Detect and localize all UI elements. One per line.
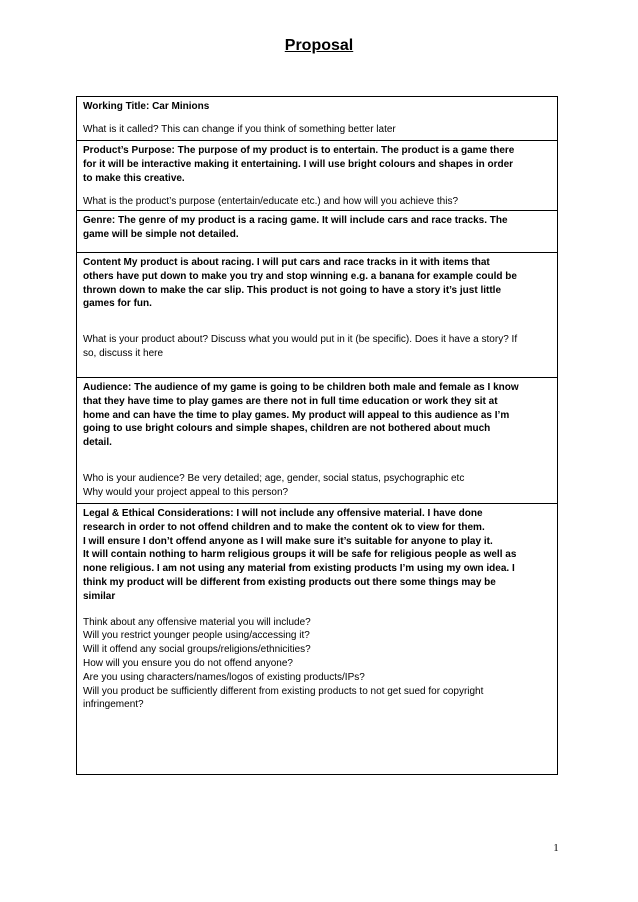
- legal-ethical-answer: Legal & Ethical Considerations: I will not include any offensive material. I have done research in order to not offend children and to make the content ok to view for them. I will ensure I don’t offend anyone as I will make sure it’s suitable for anyone to play it. It will contain nothing to harm religious groups it will be safe for religious people as well as none religious. I am not using any material from existing products I’m using my own idea. I think my product will be different from existing products out there some things may be similar: [83, 508, 517, 602]
- legal-ethical-section: [77, 503, 557, 774]
- purpose-prompt: What is the product’s purpose (entertain/educate etc.) and how will you achieve this?: [83, 196, 459, 208]
- genre-section: [77, 210, 557, 252]
- audience-section: [77, 377, 557, 503]
- audience-answer: Audience: The audience of my game is going to be children both male and female as I know that they have time to play games are there not in full time education or work they sit at home and can have the time to play games. My product will appeal to this audience as I’m going to use bright colours and simple shapes, children are not bothered about much detail.: [83, 382, 519, 449]
- legal-ethical-prompt: Think about any offensive material you will include? Will you restrict younger people using/accessing it? Will it offend any social groups/religions/ethnicities? How will you ensure you do not offend anyone? Are you using characters/names/logos of existing products/IPs? Will you product be sufficiently different from existing products to not get sued for copyright infringement?: [83, 616, 484, 711]
- working-title-section: [77, 97, 557, 140]
- working-title-prompt: What is it called? This can change if you think of something better later: [83, 123, 396, 135]
- genre-answer: Genre: The genre of my product is a racing game. It will include cars and race tracks. The game will be simple not detailed.: [83, 215, 508, 240]
- page-title: Proposal: [284, 37, 354, 54]
- content-prompt: What is your product about? Discuss what you would put in it (be specific). Does it have a story? If so, discuss it here: [83, 334, 518, 359]
- content-section: [77, 252, 557, 377]
- working-title-answer: Working Title: Car Minions: [83, 101, 210, 112]
- content-answer: Content My product is about racing. I will put cars and race tracks in it with items that others have put down to make you try and stop winning e.g. a banana for example could be thrown down to make the car slip. This product is not going to have a story it’s just little games for fun.: [83, 257, 517, 310]
- proposal-form-table: [76, 96, 558, 775]
- audience-prompt: Who is your audience? Be very detailed; age, gender, social status, psychographic etc Why would your project appeal to this person?: [83, 472, 465, 498]
- purpose-answer: Product’s Purpose: The purpose of my product is to entertain. The product is a game there for it will be interactive making it entertaining. I will use bright colours and shapes in order to make this creative.: [83, 145, 515, 184]
- page-number: 1: [553, 842, 559, 854]
- purpose-section: [77, 140, 557, 210]
